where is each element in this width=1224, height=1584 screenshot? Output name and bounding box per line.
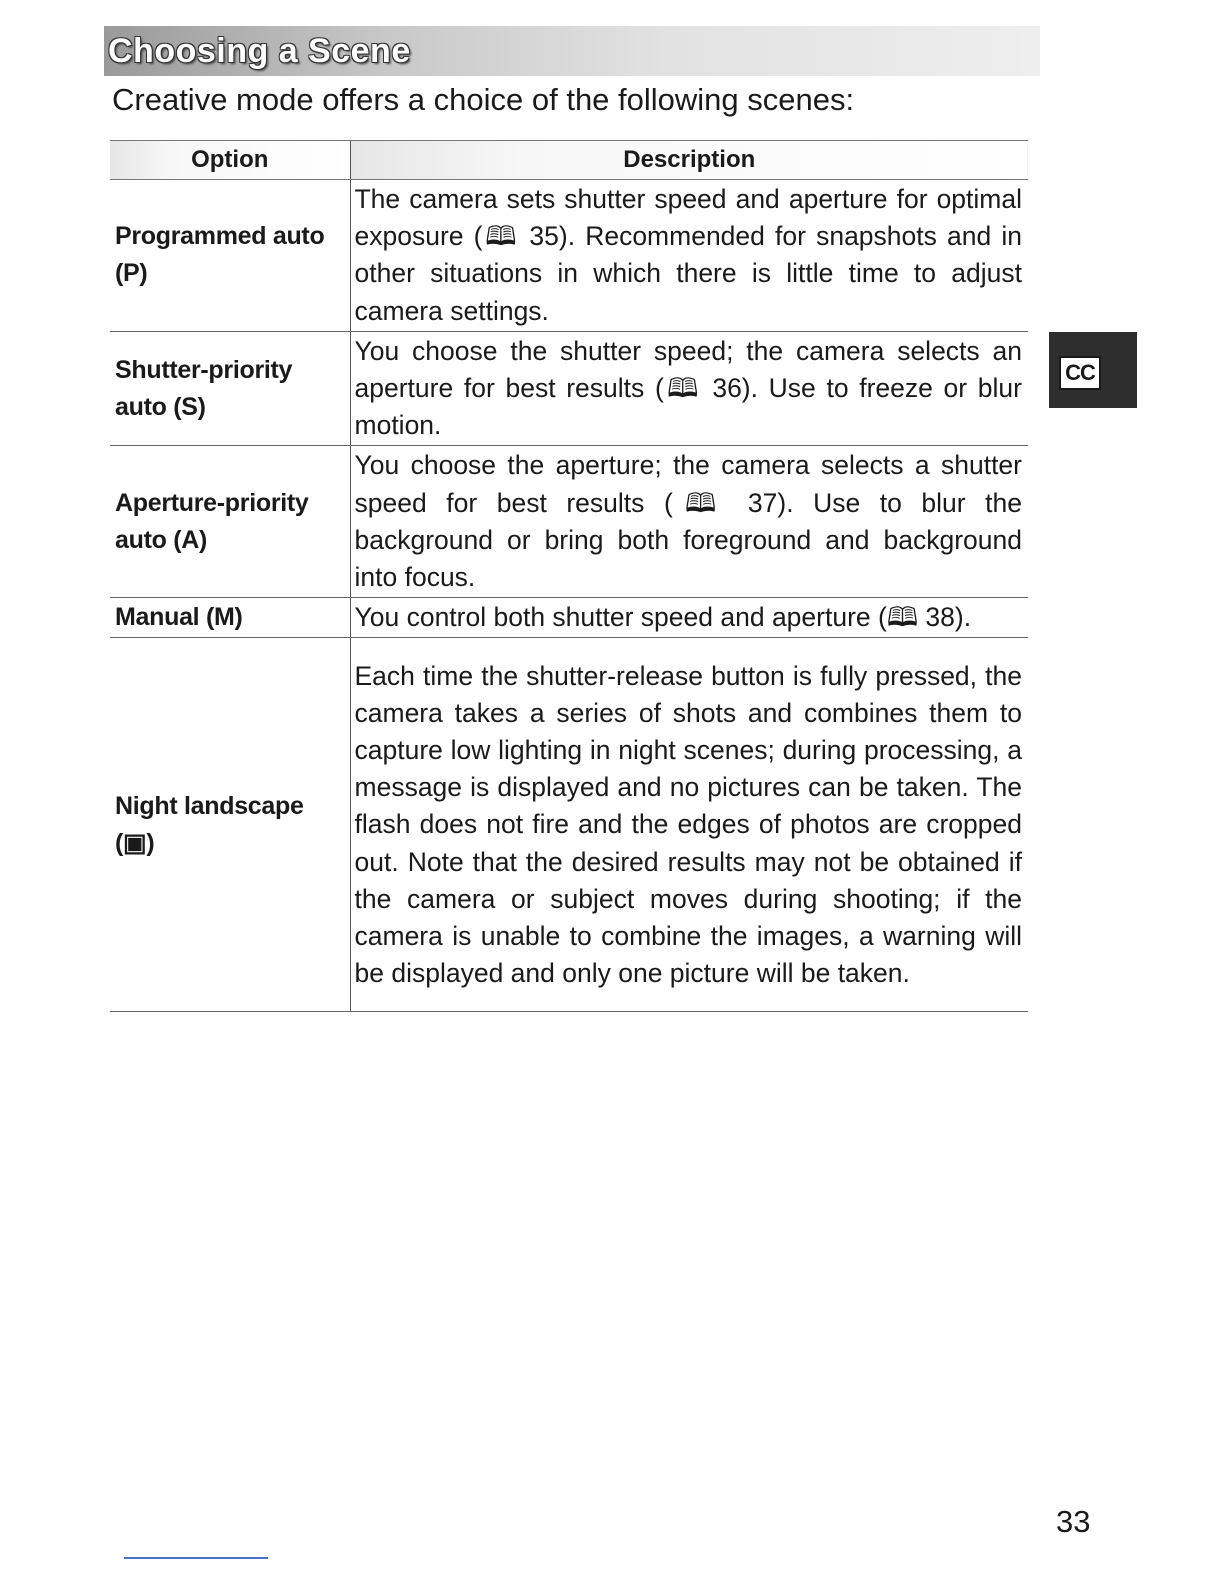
description-manual: You control both shutter speed and aperture (🕮 38). bbox=[350, 598, 1028, 638]
option-night-landscape: Night landscape (▣) bbox=[110, 638, 350, 1012]
intro-text: Creative mode offers a choice of the following scenes: bbox=[112, 82, 855, 117]
footer-rule bbox=[124, 1557, 268, 1559]
description-shutter-priority: You choose the shutter speed; the camera selects an aperture for best results (🕮 36). Use to freeze or blur motion. bbox=[350, 331, 1028, 446]
creative-mode-icon: CC bbox=[1059, 356, 1101, 390]
table-row bbox=[110, 598, 1028, 638]
page-title: Choosing a Scene bbox=[108, 32, 411, 70]
option-shutter-priority: Shutter-priority auto (S) bbox=[110, 331, 350, 446]
table-header-row bbox=[110, 141, 1028, 180]
description-night-landscape: Each time the shutter-release button is fully pressed, the camera takes a series of shots and combines them to capture low lighting in night scenes; during processing, a message is displayed and no pictures can be taken. The flash does not fire and the edges of photos are cropped out. Note that the desired results may not be obtained if the camera or subject moves during shooting; if the camera is unable to combine the images, a warning will be displayed and only one picture will be taken. bbox=[350, 638, 1028, 1012]
description-programmed-auto: The camera sets shutter speed and aperture for optimal exposure (🕮 35). Recommended for snapshots and in other situations in which there is little time to adjust camera settings. bbox=[350, 180, 1028, 332]
table-row bbox=[110, 638, 1028, 1012]
header-description: Description bbox=[350, 141, 1028, 180]
description-aperture-priority: You choose the aperture; the camera selects a shutter speed for best results (🕮 37). Use to blur the background or bring both foreground and background into focus. bbox=[350, 446, 1028, 598]
option-manual: Manual (M) bbox=[110, 598, 350, 638]
table-row bbox=[110, 446, 1028, 598]
option-aperture-priority: Aperture-priority auto (A) bbox=[110, 446, 350, 598]
scenes-table bbox=[110, 140, 1028, 1012]
table-row bbox=[110, 331, 1028, 446]
page-number: 33 bbox=[1056, 1504, 1091, 1539]
header-option: Option bbox=[110, 141, 350, 180]
table-row bbox=[110, 180, 1028, 332]
option-programmed-auto: Programmed auto (P) bbox=[110, 180, 350, 332]
